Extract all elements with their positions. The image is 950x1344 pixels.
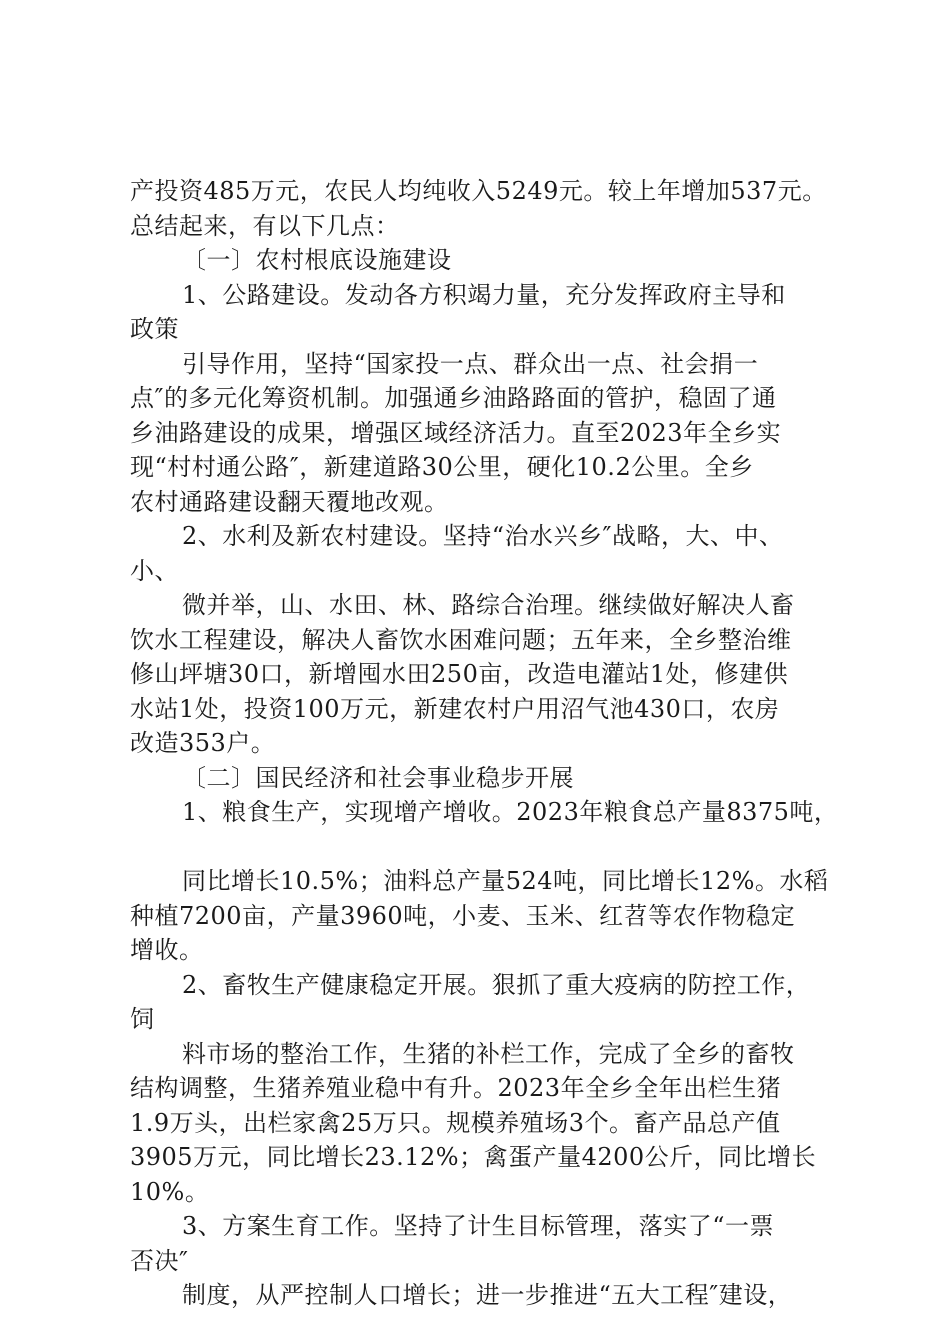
text-line: 〔二〕国民经济和社会事业稳步开展 [182,763,574,792]
text-line: 1、粮食生产，实现增产增收。2023年粮食总产量8375吨， [182,798,839,826]
blank-line [130,830,830,865]
text-line: 料市场的整治工作，生猪的补栏工作，完成了全乡的畜牧 [182,1039,795,1068]
text-line: 改造353户。 [130,729,276,757]
text-line: 10%。 [130,1177,210,1206]
text-line: 2、畜牧生产健康稳定开展。狠抓了重大疫病的防控工作， [182,970,811,999]
text-line: 小、 [130,556,179,585]
text-line: 结构调整，生猪养殖业稳中有升。2023年全乡全年出栏生猪 [130,1074,782,1102]
text-line: 饲 [130,1005,155,1033]
text-line: 种植7200亩，产量3960吨，小麦、玉米、红苕等农作物稳定 [130,901,796,930]
document-body [130,174,839,1313]
text-line: 同比增长10.5%；油料总产量524吨，同比增长12%。水稻 [182,867,829,895]
text-line: 水站1处，投资100万元，新建农村户用沼气池430口，农房 [130,694,780,723]
text-line: 微并举，山、水田、林、路综合治理。继续做好解决人畜 [182,591,795,619]
text-line: 2、水利及新农村建设。坚持“治水兴乡″战略，大、中、 [182,522,784,550]
text-line: 修山坪塘30口，新增囤水田250亩，改造电灌站1处，修建供 [130,660,789,688]
text-line: 政策 [130,315,179,343]
text-line: 1、公路建设。发动各方积竭力量，充分发挥政府主导和 [182,280,786,309]
text-line: 农村通路建设翻天覆地改观。 [130,487,449,516]
text-line: 产投资485万元，农民人均纯收入5249元。较上年增加537元。 [130,177,827,205]
text-line: 乡油路建设的成果，增强区域经济活力。直至2023年全乡实 [130,418,782,447]
text-line: 〔一〕农村根底设施建设 [182,246,452,274]
text-line: 否决″ [130,1246,189,1275]
text-line: 3、方案生育工作。坚持了计生目标管理，落实了“一票 [182,1212,775,1240]
text-line: 点″的多元化筹资机制。加强通乡油路路面的管护，稳固了通 [130,384,777,412]
text-line: 增收。 [130,936,204,964]
text-line: 1.9万头，出栏家禽25万只。规模养殖场3个。畜产品总产值 [130,1108,781,1137]
text-line: 现“村村通公路″，新建道路30公里，硬化10.2公里。全乡 [130,453,754,481]
text-line: 制度，从严控制人口增长；进一步推进“五大工程″建设， [182,1281,793,1309]
text-line: 总结起来，有以下几点： [130,211,400,240]
text-line: 3905万元，同比增长23.12%；禽蛋产量4200公斤，同比增长 [130,1143,817,1171]
text-line: 饮水工程建设，解决人畜饮水困难问题；五年来，全乡整治维 [130,625,792,654]
text-line: 引导作用，坚持“国家投一点、群众出一点、社会捐一 [182,349,759,378]
